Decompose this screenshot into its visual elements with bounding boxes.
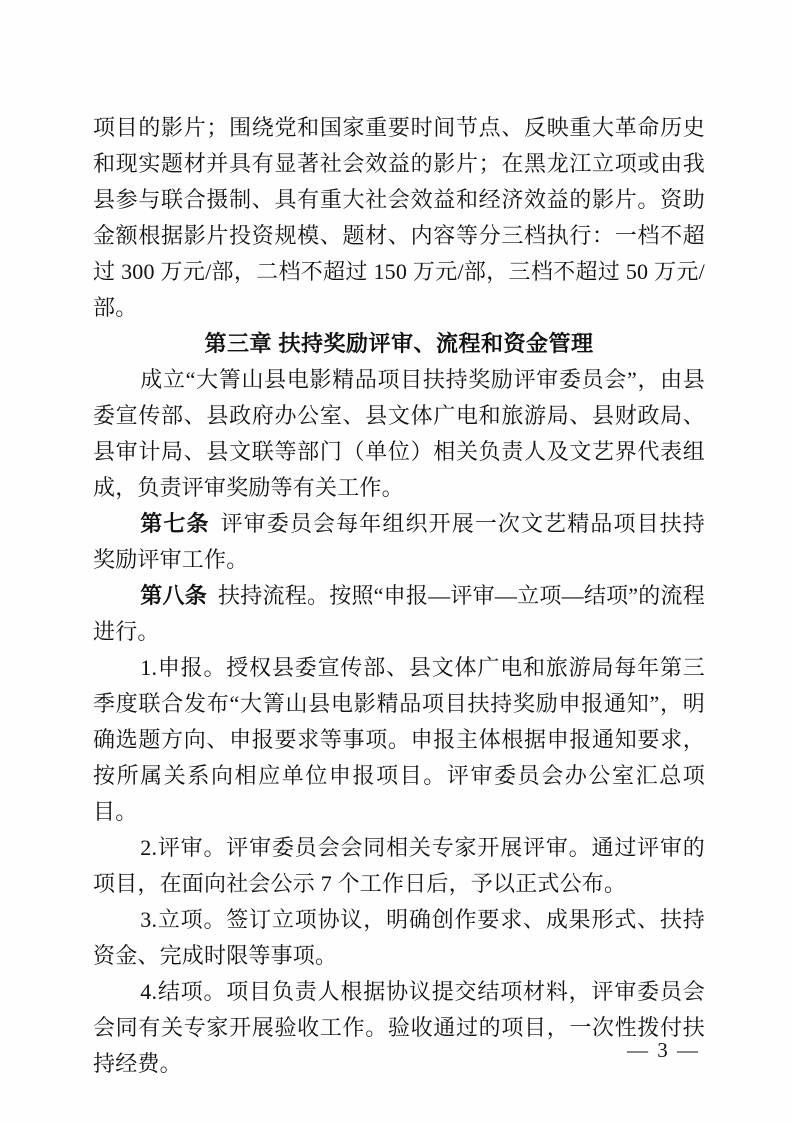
paragraph-committee-composition: 成立“大箐山县电影精品项目扶持奖励评审委员会”，由县委宣传部、县政府办公室、县文体广电和旅游局、县财政局、县审计局、县文联等部门（单位）相关负责人及文艺界代表组成，负责评审奖励等有关工作。 xyxy=(93,367,705,500)
paragraph-article-8 xyxy=(93,578,705,650)
document-body xyxy=(93,110,705,1082)
paragraph-step-3-approval: 3.立项。签订立项协议，明确创作要求、成果形式、扶持资金、完成时限等事项。 xyxy=(93,907,705,968)
paragraph-step-2-review: 2.评审。评审委员会会同相关专家开展评审。通过评审的项目，在面向社会公示 7 个工作日后，予以正式公布。 xyxy=(93,835,705,896)
paragraph-funding-continuation: 项目的影片；围绕党和国家重要时间节点、反映重大革命历史和现实题材并具有显著社会效益的影片；在黑龙江立项或由我县参与联合摄制、具有重大社会效益和经济效益的影片。资助金额根据影片投资规模、题材、内容等分三档执行：一档不超过 300 万元/部，二档不超过 150 万元/部，三档不超过 50 万元/部。 xyxy=(93,115,705,320)
article-8-text: 扶持流程。按照“申报—评审—立项—结项”的流程进行。 xyxy=(93,583,705,644)
chapter-heading: 第三章 扶持奖励评审、流程和资金管理 xyxy=(204,331,594,356)
paragraph-step-4-completion: 4.结项。项目负责人根据协议提交结项材料，评审委员会会同有关专家开展验收工作。验收通过的项目，一次性拨付扶持经费。 xyxy=(93,979,705,1076)
paragraph-step-1-declaration: 1.申报。授权县委宣传部、县文体广电和旅游局每年第三季度联合发布“大箐山县电影精品项目扶持奖励申报通知”，明确选题方向、申报要求等事项。申报主体根据申报通知要求，按所属关系向相应单位申报项目。评审委员会办公室汇总项目。 xyxy=(93,655,705,824)
paragraph-article-7 xyxy=(93,506,705,578)
page-number: — 3 — xyxy=(627,1038,700,1062)
article-7-label: 第七条 xyxy=(140,511,210,536)
article-8-label: 第八条 xyxy=(140,583,208,608)
article-7-text: 评审委员会每年组织开展一次文艺精品项目扶持奖励评审工作。 xyxy=(93,511,705,572)
